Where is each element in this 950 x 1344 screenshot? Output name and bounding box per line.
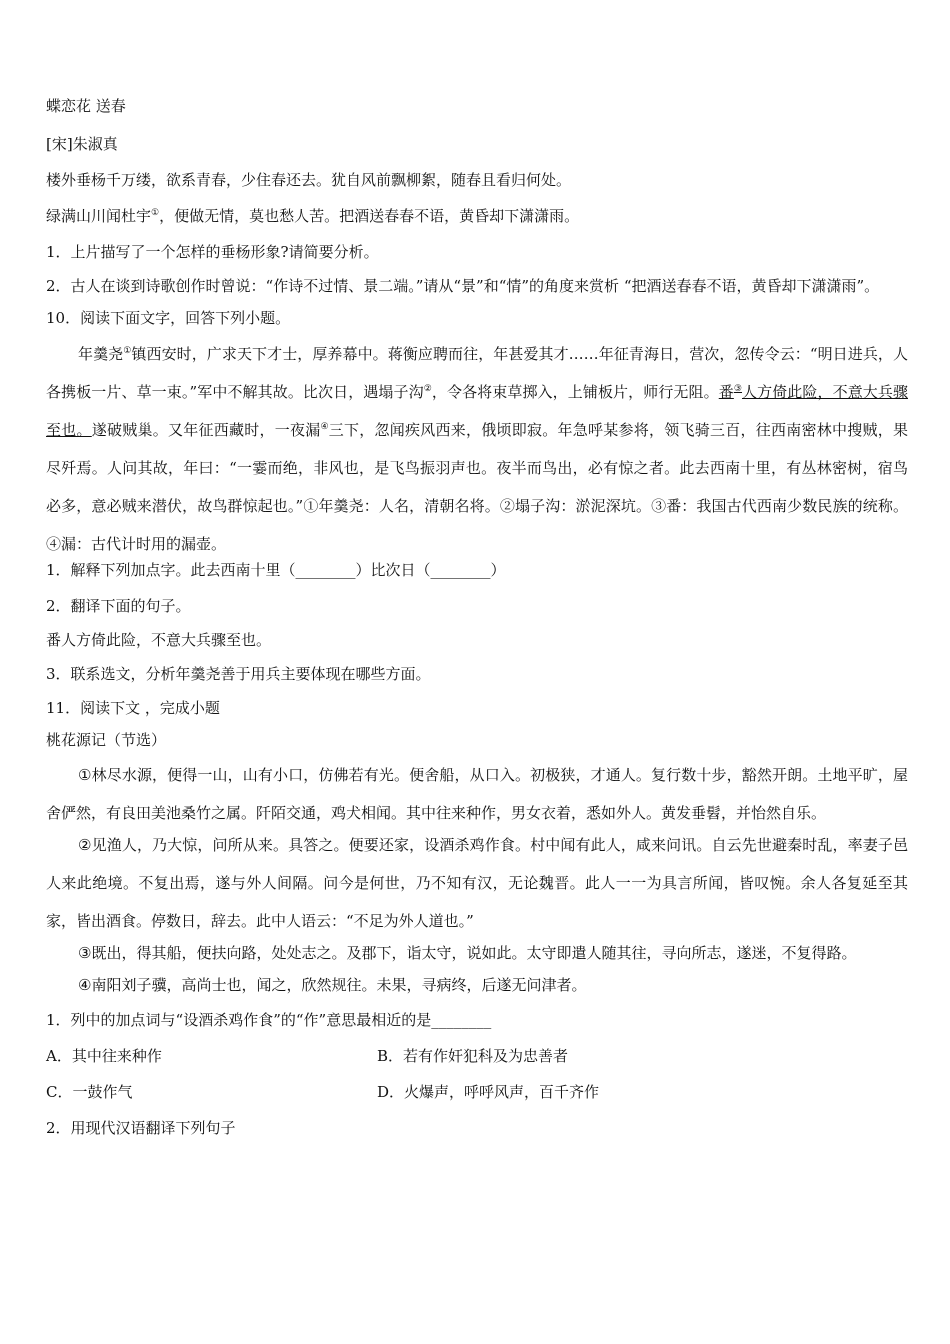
poem-question-2: 2．古人在谈到诗歌创作时曾说：“作诗不过情、景二端。”请从“景”和“情”的角度来赏析 “把酒送春春不语，黄昏却下潇潇雨”。: [46, 277, 880, 295]
q10-heading: 10．阅读下面文字，回答下列小题。: [46, 309, 291, 327]
paragraph-text: 既出，得其船，便扶向路，处处志之。及郡下，诣太守，说如此。太守即遣人随其往，寻向所志，遂迷，不复得路。: [91, 944, 857, 962]
document-page: [46, 96, 908, 1148]
passage-text: 年羹尧: [78, 345, 124, 363]
option-b: B．若有作奸犯科及为忠善者: [377, 1047, 569, 1065]
q11-question-1: 1．列中的加点词与“设酒杀鸡作食”的“作”意思最相近的是________: [46, 1011, 492, 1029]
paragraph-number: ②: [78, 836, 92, 854]
q11-paragraph-1: [46, 756, 908, 832]
q10-sentence: 番人方倚此险，不意大兵骤至也。: [46, 631, 272, 649]
underlined-sentence-part: 番: [718, 383, 734, 401]
q11-heading: 11．阅读下文 ，完成小题: [46, 699, 220, 717]
paragraph-text: 林尽水源，便得一山，山有小口，仿佛若有光。便舍船，从口入。初极狭，才通人。复行数十步，豁然开朗。土地平旷，屋舍俨然，有良田美池桑竹之属。阡陌交通，鸡犬相闻。其中往来种作，男女衣着，悉如外人。黄发垂髫，并怡然自乐。: [46, 766, 908, 822]
passage-text: 遂破贼巢。又年征西藏时，一夜漏: [91, 421, 321, 439]
footnote-marker: ①: [123, 346, 132, 356]
poem-line-2: [46, 206, 908, 242]
q11-title: 桃花源记（节选）: [46, 731, 167, 749]
option-a: A．其中往来种作: [46, 1047, 162, 1065]
q10-question-1: 1．解释下列加点字。此去西南十里（________）比次日（________）: [46, 561, 506, 579]
footnote-marker: ③: [733, 384, 743, 394]
q11-question-2: 2．用现代汉语翻译下列句子: [46, 1119, 236, 1137]
passage-text: ，令各将束草掷入，上铺板片，师行无阻。: [431, 383, 719, 401]
paragraph-number: ③: [78, 944, 92, 962]
footnote-marker: ④: [320, 422, 329, 432]
poem-line-2-text-a: 绿满山川闻杜宇: [46, 207, 152, 225]
poem-title: 蝶恋花 送春: [46, 97, 126, 115]
poem-author: [宋]朱淑真: [46, 135, 118, 153]
q10-question-2: 2．翻译下面的句子。: [46, 597, 191, 615]
q11-paragraph-2: [46, 826, 908, 940]
paragraph-number: ①: [78, 766, 92, 784]
q10-question-3: 3．联系选文，分析年羹尧善于用兵主要体现在哪些方面。: [46, 665, 431, 683]
q10-passage: [46, 335, 908, 563]
footnote-marker: ①: [151, 208, 160, 218]
poem-line-2-text-b: ，便做无情，莫也愁人苦。把酒送春春不语，黄昏却下潇潇雨。: [159, 207, 580, 225]
passage-text: 镇西安时，广求天下才士，厚养幕中。蒋衡应聘而往，年甚爱其才……年征青海日，营次，忽传令云：“明日进兵，人各携板一片、草一束。”军中不解其故。比次日，遇塌子沟: [46, 345, 908, 401]
passage-text: 三下，忽闻疾风西来，俄顷即寂。年急呼某参将，领飞骑三百，往西南密林中搜贼，果尽歼焉。人问其故，年曰：“一霎而绝，非风也，是飞鸟振羽声也。夜半而鸟出，必有惊之者。此去西南十里，有丛林密树，宿鸟必多，意必贼来潜伏，故鸟群惊起也。”①年羹尧：人名，清朝名将。②塌子沟：淤泥深坑。③番：我国古代西南少数民族的统称。④漏：古代计时用的漏壶。: [46, 421, 908, 553]
paragraph-text: 南阳刘子骥，高尚士也，闻之，欣然规往。未果，寻病终，后遂无问津者。: [91, 976, 587, 994]
options-row-2: [46, 1082, 908, 1118]
option-d: D．火爆声，呼呼风声，百千齐作: [377, 1083, 600, 1101]
paragraph-text: 见渔人，乃大惊，问所从来。具答之。便要还家，设酒杀鸡作食。村中闻有此人，咸来问讯。自云先世避秦时乱，率妻子邑人来此绝境。不复出焉，遂与外人间隔。问今是何世，乃不知有汉，无论魏晋。此人一一为具言所闻，皆叹惋。余人各复延至其家，皆出酒食。停数日，辞去。此中人语云：“不足为外人道也。”: [46, 836, 908, 930]
options-row-1: [46, 1046, 908, 1082]
underlined-sentence: 人方倚此险，不意大兵骤至也。: [46, 383, 908, 439]
paragraph-number: ④: [78, 976, 92, 994]
poem-line-1: 楼外垂杨千万缕，欲系青春，少住春还去。犹自风前飘柳絮，随春且看归何处。: [46, 171, 572, 189]
poem-question-1: 1．上片描写了一个怎样的垂杨形象?请简要分析。: [46, 243, 379, 261]
option-c: C．一鼓作气: [46, 1083, 133, 1101]
footnote-marker: ②: [423, 384, 432, 394]
